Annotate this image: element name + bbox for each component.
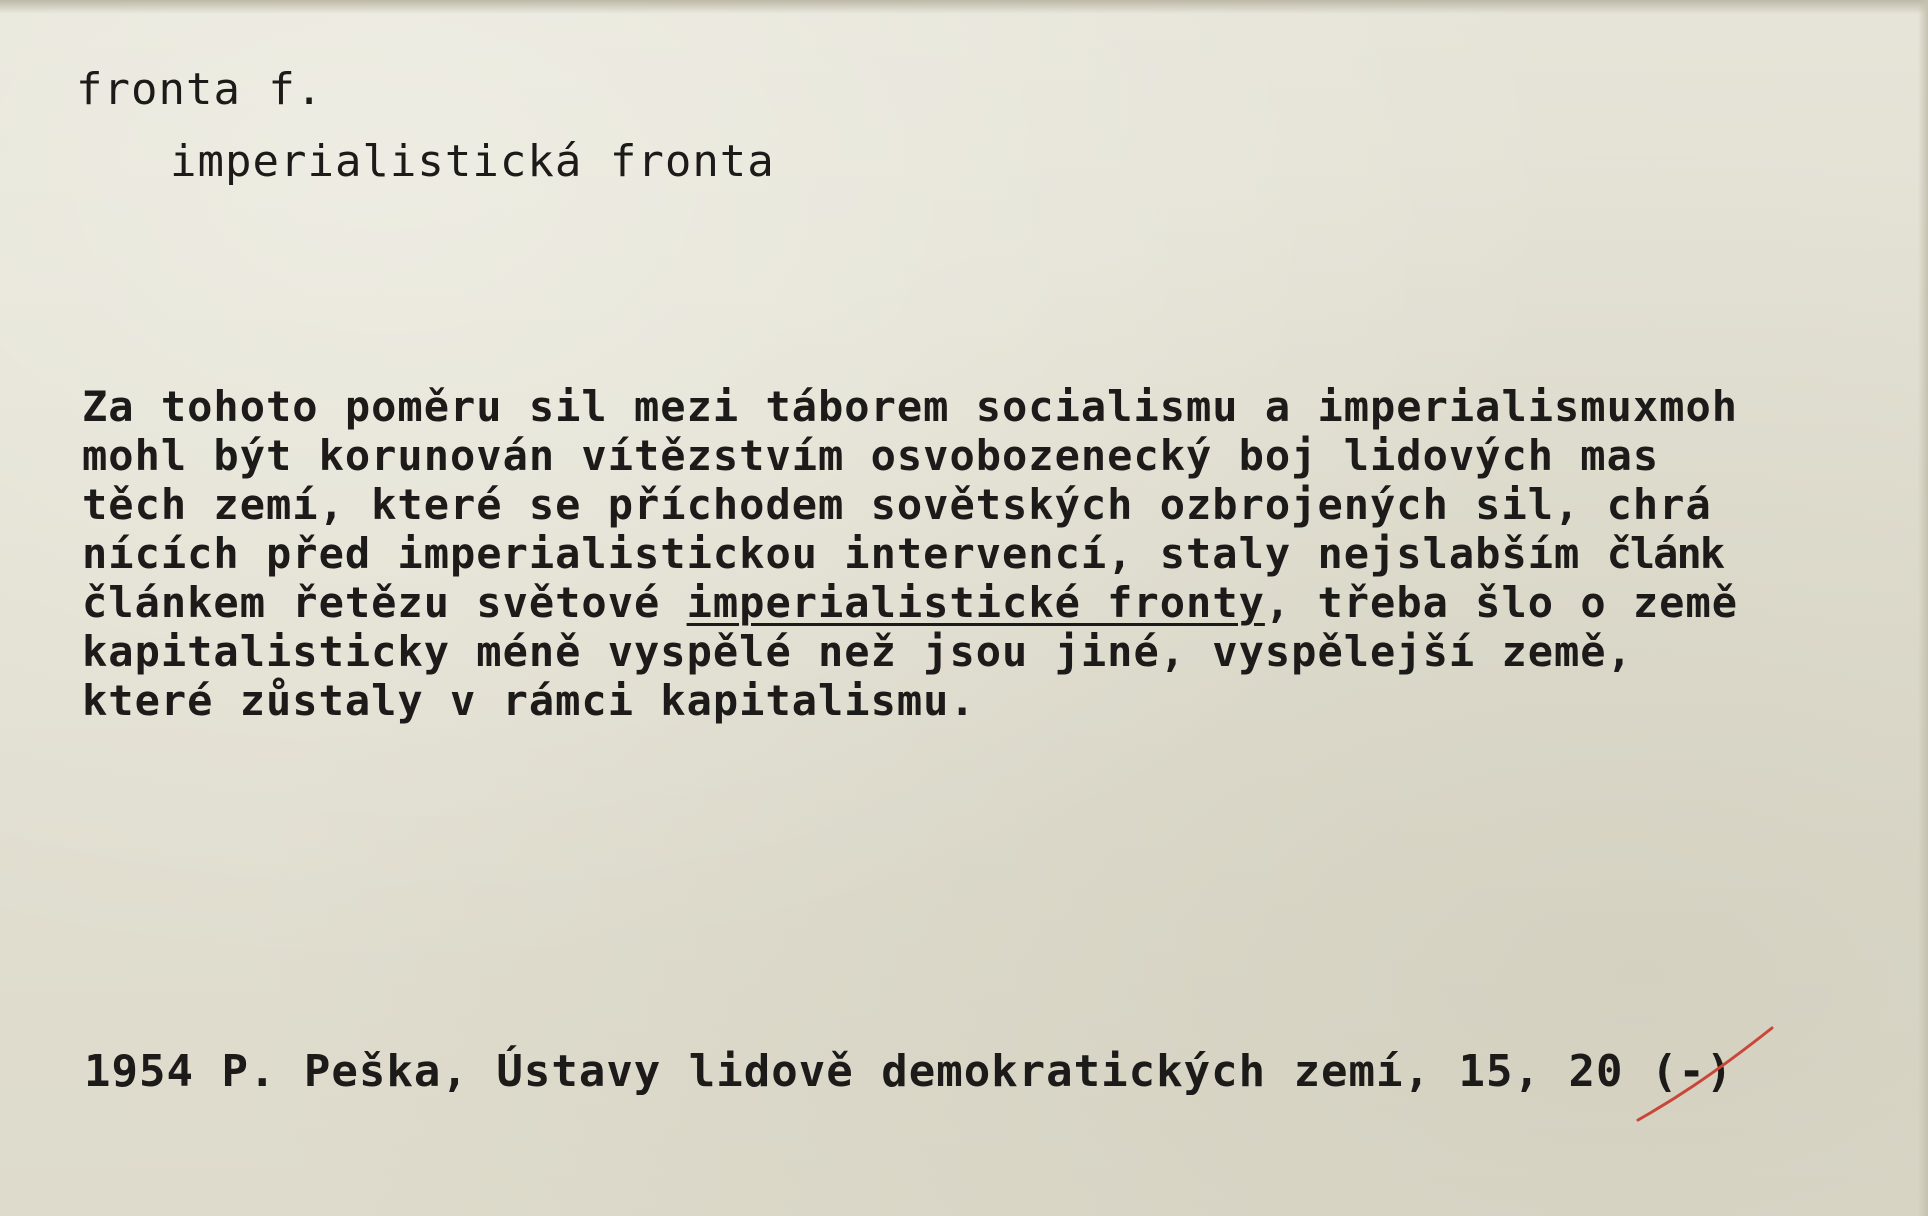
citation-line: kapitalisticky méně vyspělé než jsou jiné, vyspělejší země, bbox=[82, 627, 1633, 676]
citation-line: Za tohoto poměru sil mezi táborem socialismu a imperialismuxmoh bbox=[82, 382, 1739, 431]
citation-line: těch zemí, které se příchodem sovětských ozbrojených sil, chrá bbox=[82, 480, 1712, 529]
citation-line: které zůstaly v rámci kapitalismu. bbox=[82, 676, 976, 725]
citation-line bbox=[82, 529, 1928, 578]
underlined-keyword: imperialistické fronty bbox=[686, 578, 1265, 627]
source-reference: 1954 P. Peška, Ústavy lidově demokratických zemí, 15, 20 (-) bbox=[84, 1046, 1734, 1097]
citation-text bbox=[82, 382, 1928, 725]
citation-line bbox=[82, 578, 1928, 627]
citation-line-part: článkem řetězu světové bbox=[82, 578, 661, 627]
overstruck-text: článk bbox=[1606, 529, 1724, 578]
citation-line-part: , třeba šlo o země bbox=[1264, 578, 1739, 627]
citation-line-part: nících před imperialistickou intervencí, staly nejslabším bbox=[82, 529, 1581, 578]
headword: fronta f. bbox=[76, 64, 324, 115]
citation-line: mohl být korunován vítězstvím osvobozenecký boj lidových mas bbox=[82, 431, 1660, 480]
subheading: imperialistická fronta bbox=[170, 136, 775, 187]
card-top-edge bbox=[0, 0, 1928, 14]
red-correction-mark bbox=[1630, 1022, 1780, 1132]
